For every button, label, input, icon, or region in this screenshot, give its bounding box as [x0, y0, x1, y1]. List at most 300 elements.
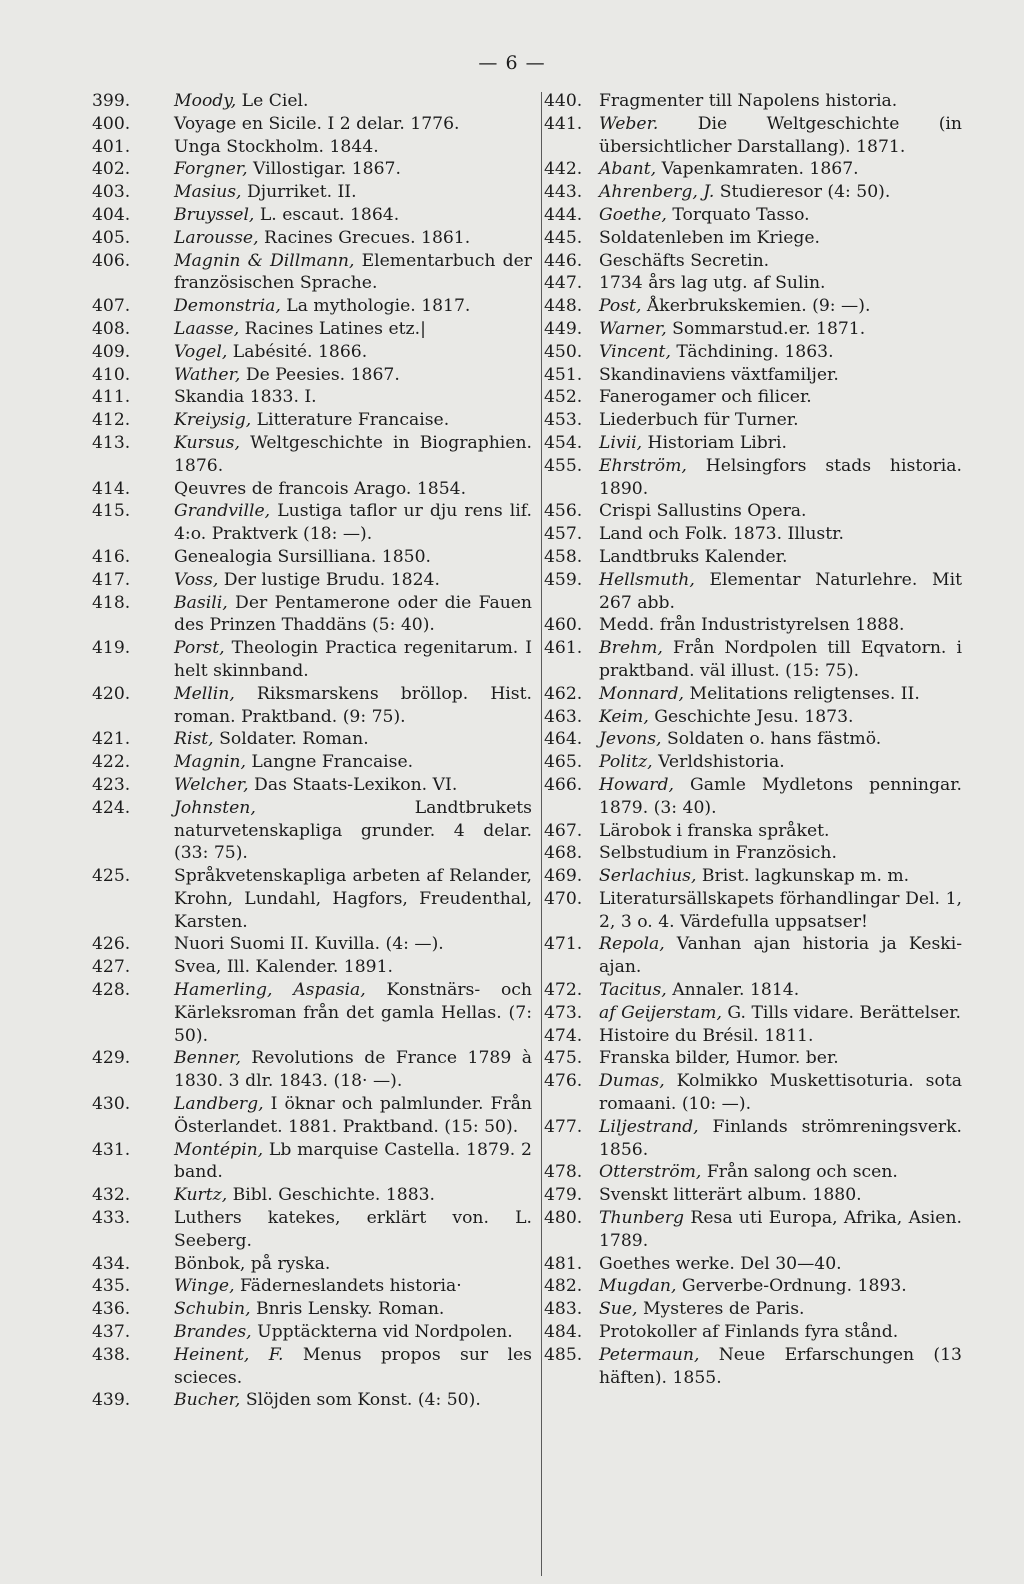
entry-author: Livii, [599, 432, 643, 453]
entry-number: 453. [544, 410, 583, 431]
catalog-entry [92, 1275, 532, 1298]
entry-title: Luthers katekes, erklärt von. L. Seeberg. [174, 1208, 532, 1251]
entry-title: Das Staats-Lexikon. VI. [248, 774, 458, 795]
entry-number: 466. [544, 774, 583, 795]
entry-author: Mellin, [174, 683, 235, 704]
catalog-entry [92, 774, 532, 797]
entry-title: Bönbok, på ryska. [174, 1253, 331, 1274]
catalog-entry [544, 1161, 962, 1184]
entry-number: 465. [544, 752, 583, 773]
entry-author: Magnin, [174, 752, 246, 773]
entry-number: 474. [544, 1025, 583, 1046]
entry-author: af Geijerstam, [599, 1002, 722, 1023]
catalog-entry [544, 933, 962, 979]
catalog-entry [92, 136, 532, 159]
entry-number: 415. [92, 501, 131, 522]
catalog-entry [92, 1298, 532, 1321]
catalog-entry [92, 569, 532, 592]
entry-title: Historiam Libri. [642, 432, 787, 453]
entry-title: Geschichte Jesu. 1873. [648, 706, 854, 727]
entry-number: 460. [544, 615, 583, 636]
entry-title: Mysteres de Paris. [637, 1299, 805, 1320]
entry-author: Benner, [174, 1048, 241, 1069]
entry-number: 404. [92, 204, 131, 225]
entry-title: Le Ciel. [236, 91, 309, 111]
entry-number: 442. [544, 159, 583, 180]
entry-author: Kursus, [174, 432, 240, 453]
entry-title: Liederbuch für Turner. [599, 410, 799, 431]
entry-author: Politz, [599, 752, 653, 773]
catalog-entry [92, 204, 532, 227]
entry-title: Tächdining. 1863. [670, 341, 834, 362]
entry-title: Voyage en Sicile. I 2 delar. 1776. [174, 113, 460, 134]
catalog-entry [92, 1093, 532, 1139]
catalog-entry [92, 956, 532, 979]
entry-title: Histoire du Brésil. 1811. [599, 1025, 814, 1046]
entry-author: Dumas, [599, 1071, 665, 1092]
entry-title: Litterature Francaise. [251, 410, 450, 431]
entry-author: Abant, [599, 159, 657, 180]
entry-title: Labésité. 1866. [227, 341, 368, 362]
entry-author: Keim, [599, 706, 649, 727]
catalog-entry [92, 295, 532, 318]
catalog-entry [544, 409, 962, 432]
entry-title: Unga Stockholm. 1844. [174, 136, 379, 157]
catalog-entry [92, 341, 532, 364]
catalog-entry [544, 1344, 962, 1390]
entry-author: Vogel, [174, 341, 228, 362]
entry-author: Demonstria, [174, 296, 281, 317]
catalog-entry [544, 865, 962, 888]
entry-author: Weber. [599, 113, 659, 134]
entry-number: 459. [544, 569, 583, 590]
entry-author: Bruyssel, [174, 204, 255, 225]
entry-number: 483. [544, 1299, 583, 1320]
entry-number: 435. [92, 1276, 131, 1297]
catalog-entry [92, 1047, 532, 1093]
entry-title: Annaler. 1814. [666, 980, 800, 1001]
entry-number: 444. [544, 204, 583, 225]
entry-number: 457. [544, 524, 583, 545]
entry-title: Fäderneslandets historia· [234, 1276, 462, 1297]
entry-title: Från salong och scen. [701, 1162, 898, 1183]
catalog-entry [544, 158, 962, 181]
entry-author: Montépin, [174, 1139, 264, 1160]
left-column [92, 90, 532, 1412]
entry-author: Tacitus, [599, 980, 667, 1001]
entry-number: 447. [544, 273, 583, 294]
entry-title: Die Weltgeschichte (in übersichtlicher Darstallang). 1871. [599, 113, 962, 157]
catalog-entry [544, 386, 962, 409]
entry-number: 422. [92, 752, 131, 773]
entry-title: Bibl. Geschichte. 1883. [227, 1185, 436, 1206]
entry-author: Bucher, [174, 1390, 241, 1411]
entry-title: Selbstudium in Französich. [599, 843, 837, 864]
entry-title: Der Pentamerone oder die Fauen des Prinzen Thaddäns (5: 40). [174, 592, 532, 636]
catalog-entry [544, 364, 962, 387]
entry-title: Lustiga taflor ur dju rens lif. 4:o. Praktverk (18: —). [174, 501, 532, 545]
entry-number: 428. [92, 980, 131, 1001]
catalog-entry [92, 797, 532, 865]
entry-number: 439. [92, 1390, 131, 1411]
entry-title: Gerverbe-Ordnung. 1893. [676, 1276, 907, 1297]
entry-author: Ahrenberg, J. [599, 182, 715, 203]
entry-number: 476. [544, 1071, 583, 1092]
catalog-entry [92, 1207, 532, 1253]
entry-number: 448. [544, 296, 583, 317]
catalog-entry [544, 455, 962, 501]
entry-number: 464. [544, 729, 583, 750]
entry-number: 411. [92, 387, 131, 408]
entry-title: Racines Latines etz.| [239, 318, 426, 339]
catalog-entry [544, 683, 962, 706]
catalog-entry [544, 774, 962, 820]
entry-author: Hellsmuth, [599, 569, 695, 590]
entry-author: Winge, [174, 1276, 235, 1297]
right-column [544, 90, 962, 1389]
catalog-entry [544, 728, 962, 751]
entry-title: Revolutions de France 1789 à 1830. 3 dlr. 1843. (18· —). [174, 1048, 532, 1092]
catalog-entry [544, 318, 962, 341]
entry-author: Sue, [599, 1299, 638, 1320]
entry-number: 461. [544, 638, 583, 659]
entry-author: Forgner, [174, 159, 248, 180]
entry-number: 421. [92, 729, 131, 750]
entry-title: Medd. från Industristyrelsen 1888. [599, 615, 905, 636]
entry-title: Vapenkamraten. 1867. [656, 159, 859, 180]
entry-title: Protokoller af Finlands fyra stånd. [599, 1322, 899, 1343]
entry-number: 431. [92, 1139, 131, 1160]
catalog-entry [544, 1047, 962, 1070]
catalog-entry [92, 318, 532, 341]
entry-author: Wather, [174, 364, 241, 385]
entry-number: 402. [92, 159, 131, 180]
entry-title: Sommarstud.er. 1871. [666, 318, 866, 339]
entry-title: Geschäfts Secretin. [599, 250, 770, 271]
entry-author: Rist, [174, 729, 214, 750]
entry-author: Vincent, [599, 341, 671, 362]
entry-title: Studieresor (4: 50). [714, 182, 891, 203]
entry-author: Laasse, [174, 318, 240, 339]
entry-author: Jevons, [599, 729, 662, 750]
catalog-entry [92, 409, 532, 432]
entry-number: 452. [544, 387, 583, 408]
catalog-entry [544, 1116, 962, 1162]
entry-title: Lärobok i franska språket. [599, 820, 830, 841]
entry-author: Thunberg [599, 1208, 685, 1229]
entry-number: 462. [544, 683, 583, 704]
entry-author: Heinent, F. [174, 1344, 284, 1365]
catalog-entry [92, 1184, 532, 1207]
page-number: — 6 — [478, 52, 546, 74]
entry-title: Villostigar. 1867. [247, 159, 401, 180]
catalog-entry [544, 888, 962, 934]
entry-number: 463. [544, 706, 583, 727]
catalog-entry [92, 933, 532, 956]
entry-number: 485. [544, 1344, 583, 1365]
entry-title: Djurriket. II. [241, 182, 357, 203]
catalog-entry [544, 227, 962, 250]
catalog-entry [544, 272, 962, 295]
entry-title: De Peesies. 1867. [240, 364, 400, 385]
catalog-entry [92, 478, 532, 501]
catalog-entry [544, 1002, 962, 1025]
entry-title: Genealogia Sursilliana. 1850. [174, 546, 432, 567]
entry-number: 434. [92, 1253, 131, 1274]
entry-number: 484. [544, 1322, 583, 1343]
entry-title: Finlands strömreningsverk. 1856. [599, 1116, 962, 1160]
entry-title: I öknar och palmlunder. Från Österlandet. 1881. Praktband. (15: 50). [174, 1094, 532, 1137]
entry-number: 403. [92, 182, 131, 203]
entry-number: 419. [92, 638, 131, 659]
entry-title: Der lustige Brudu. 1824. [218, 569, 440, 590]
catalog-entry [544, 614, 962, 637]
entry-number: 479. [544, 1185, 583, 1206]
entry-number: 410. [92, 364, 131, 385]
catalog-entry [544, 569, 962, 615]
entry-title: Åkerbrukskemien. (9: —). [641, 296, 871, 317]
entry-title: Svenskt litterärt album. 1880. [599, 1185, 862, 1206]
entry-author: Magnin & Dillmann, [174, 250, 355, 271]
entry-title: Landtbrukets naturvetenskapliga grunder. 4 delar. (33: 75). [174, 797, 532, 864]
catalog-entry [92, 637, 532, 683]
catalog-entry [92, 1253, 532, 1276]
entry-number: 423. [92, 774, 131, 795]
entry-number: 445. [544, 227, 583, 248]
entry-title: Crispi Sallustins Opera. [599, 501, 807, 522]
catalog-entry [92, 250, 532, 296]
entry-author: Porst, [174, 638, 225, 659]
catalog-entry [544, 820, 962, 843]
entry-number: 420. [92, 683, 131, 704]
entry-title: Soldatenleben im Kriege. [599, 227, 821, 248]
entry-title: Elementar Naturlehre. Mit 267 abb. [599, 569, 962, 613]
catalog-entry [544, 1184, 962, 1207]
entry-number: 446. [544, 250, 583, 271]
entry-title: Literatursällskapets förhandlingar Del. 1, 2, 3 o. 4. Värdefulla uppsatser! [599, 888, 962, 932]
catalog-entry [92, 386, 532, 409]
entry-number: 475. [544, 1048, 583, 1069]
catalog-entry [92, 113, 532, 136]
entry-number: 400. [92, 113, 131, 134]
entry-number: 405. [92, 227, 131, 248]
entry-title: 1734 års lag utg. af Sulin. [599, 273, 826, 294]
entry-title: Land och Folk. 1873. Illustr. [599, 524, 844, 545]
entry-title: Qeuvres de francois Arago. 1854. [174, 478, 467, 499]
catalog-entry [544, 842, 962, 865]
entry-number: 427. [92, 957, 131, 978]
entry-title: Riksmarskens bröllop. Hist. roman. Praktband. (9: 75). [174, 683, 532, 727]
catalog-entry [544, 250, 962, 273]
entry-title: Svea, Ill. Kalender. 1891. [174, 957, 393, 978]
entry-number: 438. [92, 1344, 131, 1365]
entry-number: 417. [92, 569, 131, 590]
catalog-entry [92, 227, 532, 250]
entry-author: Mugdan, [599, 1276, 677, 1297]
entry-title: Fanerogamer och filicer. [599, 387, 812, 408]
catalog-entry [92, 1139, 532, 1185]
entry-number: 408. [92, 318, 131, 339]
entry-title: Resa uti Europa, Afrika, Asien. 1789. [599, 1208, 962, 1251]
entry-author: Kreiysig, [174, 410, 252, 431]
entry-title: Melitations religtenses. II. [684, 683, 920, 704]
entry-number: 441. [544, 113, 583, 134]
catalog-entry [544, 181, 962, 204]
entry-title: Slöjden som Konst. (4: 50). [240, 1390, 481, 1411]
entry-number: 424. [92, 797, 131, 818]
entry-title: Från Nordpolen till Eqvatorn. i praktband. väl illust. (15: 75). [599, 638, 962, 681]
catalog-entry [544, 979, 962, 1002]
catalog-entry [92, 546, 532, 569]
entry-number: 480. [544, 1208, 583, 1229]
catalog-entry [544, 1298, 962, 1321]
entry-title: Neue Erfarschungen (13 häften). 1855. [599, 1344, 962, 1388]
entry-number: 436. [92, 1299, 131, 1320]
entry-number: 430. [92, 1094, 131, 1115]
entry-author: Brehm, [599, 638, 663, 659]
catalog-entry [544, 1025, 962, 1048]
entry-author: Brandes, [174, 1322, 252, 1343]
entry-number: 469. [544, 866, 583, 887]
entry-number: 477. [544, 1116, 583, 1137]
catalog-entry [92, 751, 532, 774]
entry-author: Kurtz, [174, 1185, 228, 1206]
entry-number: 412. [92, 410, 131, 431]
catalog-entry [544, 341, 962, 364]
catalog-entry [92, 1389, 532, 1412]
entry-author: Grandville, [174, 501, 271, 522]
entry-number: 451. [544, 364, 583, 385]
entry-title: Nuori Suomi II. Kuvilla. (4: —). [174, 934, 444, 955]
catalog-entry [92, 728, 532, 751]
catalog-entry [92, 364, 532, 387]
entry-title: Franska bilder, Humor. ber. [599, 1048, 839, 1069]
entry-number: 456. [544, 501, 583, 522]
entry-title: Gamle Mydletons penningar. 1879. (3: 40). [599, 774, 962, 818]
catalog-entry [544, 637, 962, 683]
entry-title: Kolmikko Muskettisoturia. sota romaani. (10: —). [599, 1071, 962, 1115]
catalog-entry [544, 1321, 962, 1344]
catalog-entry [544, 90, 962, 113]
entry-author: Welcher, [174, 774, 249, 795]
entry-title: Soldater. Roman. [213, 729, 369, 750]
entry-title: Konstnärs- och Kärleksroman från det gamla Hellas. (7: 50). [174, 980, 532, 1046]
entry-number: 478. [544, 1162, 583, 1183]
entry-author: Monnard, [599, 683, 685, 704]
entry-number: 449. [544, 318, 583, 339]
catalog-entry [92, 683, 532, 729]
catalog-entry [544, 1275, 962, 1298]
catalog-entry [544, 204, 962, 227]
catalog-entry [92, 1344, 532, 1390]
entry-title: L. escaut. 1864. [254, 204, 400, 225]
catalog-entry [544, 1207, 962, 1253]
entry-number: 433. [92, 1208, 131, 1229]
entry-number: 472. [544, 980, 583, 1001]
catalog-entry [92, 90, 532, 113]
entry-author: Liljestrand, [599, 1116, 699, 1137]
entry-title: La mythologie. 1817. [280, 296, 471, 317]
entry-number: 470. [544, 888, 583, 909]
catalog-entry [92, 181, 532, 204]
entry-title: Brist. lagkunskap m. m. [696, 866, 910, 887]
entry-number: 425. [92, 866, 131, 887]
catalog-entry [544, 113, 962, 159]
entry-number: 407. [92, 296, 131, 317]
entry-author: Larousse, [174, 227, 259, 248]
entry-title: Helsingfors stads historia. 1890. [599, 455, 962, 499]
entry-author: Repola, [599, 934, 665, 955]
entry-number: 455. [544, 455, 583, 476]
entry-author: Masius, [174, 182, 242, 203]
entry-author: Basili, [174, 592, 228, 613]
entry-author: Serlachius, [599, 866, 697, 887]
entry-title: Elementarbuch der französischen Sprache. [174, 250, 532, 294]
entry-number: 443. [544, 182, 583, 203]
entry-number: 432. [92, 1185, 131, 1206]
catalog-entry [92, 158, 532, 181]
entry-author: Petermaun, [599, 1344, 700, 1365]
entry-title: Theologin Practica regenitarum. I helt skinnband. [174, 638, 532, 681]
entry-title: Racines Grecues. 1861. [258, 227, 471, 248]
entry-number: 482. [544, 1276, 583, 1297]
entry-number: 471. [544, 934, 583, 955]
catalog-entry [92, 500, 532, 546]
entry-title: Vanhan ajan historia ja Keski-ajan. [599, 934, 962, 978]
entry-author: Ehrström, [599, 455, 687, 476]
entry-title: Goethes werke. Del 30—40. [599, 1253, 842, 1274]
entry-author: Otterström, [599, 1162, 702, 1183]
entry-author: Warner, [599, 318, 667, 339]
entry-title: Landtbruks Kalender. [599, 546, 788, 567]
entry-number: 413. [92, 432, 131, 453]
entry-title: Soldaten o. hans fästmö. [661, 729, 882, 750]
entry-number: 399. [92, 91, 131, 111]
entry-number: 409. [92, 341, 131, 362]
entry-author: Schubin, [174, 1299, 251, 1320]
entry-number: 429. [92, 1048, 131, 1069]
entry-title: Språkvetenskapliga arbeten af Relander, Krohn, Lundahl, Hagfors, Freudenthal, Karsten. [174, 866, 532, 932]
entry-author: Goethe, [599, 204, 667, 225]
entry-number: 454. [544, 432, 583, 453]
catalog-entry [544, 523, 962, 546]
entry-author: Voss, [174, 569, 219, 590]
catalog-entry [92, 979, 532, 1047]
entry-title: Upptäckterna vid Nordpolen. [251, 1322, 513, 1343]
catalog-entry [544, 1253, 962, 1276]
entry-title: Menus propos sur les scieces. [174, 1344, 533, 1388]
entry-number: 406. [92, 250, 131, 271]
entry-number: 467. [544, 820, 583, 841]
entry-number: 401. [92, 136, 131, 157]
catalog-entry [92, 432, 532, 478]
entry-number: 426. [92, 934, 131, 955]
entry-author: Howard, [599, 774, 674, 795]
entry-number: 458. [544, 546, 583, 567]
entry-author: Johnsten, [174, 797, 256, 818]
entry-number: 450. [544, 341, 583, 362]
entry-title: Verldshistoria. [652, 752, 785, 773]
entry-title: Langne Francaise. [245, 752, 414, 773]
catalog-entry [544, 706, 962, 729]
catalog-entry [92, 1321, 532, 1344]
entry-title: Fragmenter till Napolens historia. [599, 91, 898, 111]
entry-number: 437. [92, 1322, 131, 1343]
entry-title: Skandinaviens växtfamiljer. [599, 364, 839, 385]
entry-number: 440. [544, 91, 583, 111]
catalog-entry [544, 432, 962, 455]
entry-number: 481. [544, 1253, 583, 1274]
